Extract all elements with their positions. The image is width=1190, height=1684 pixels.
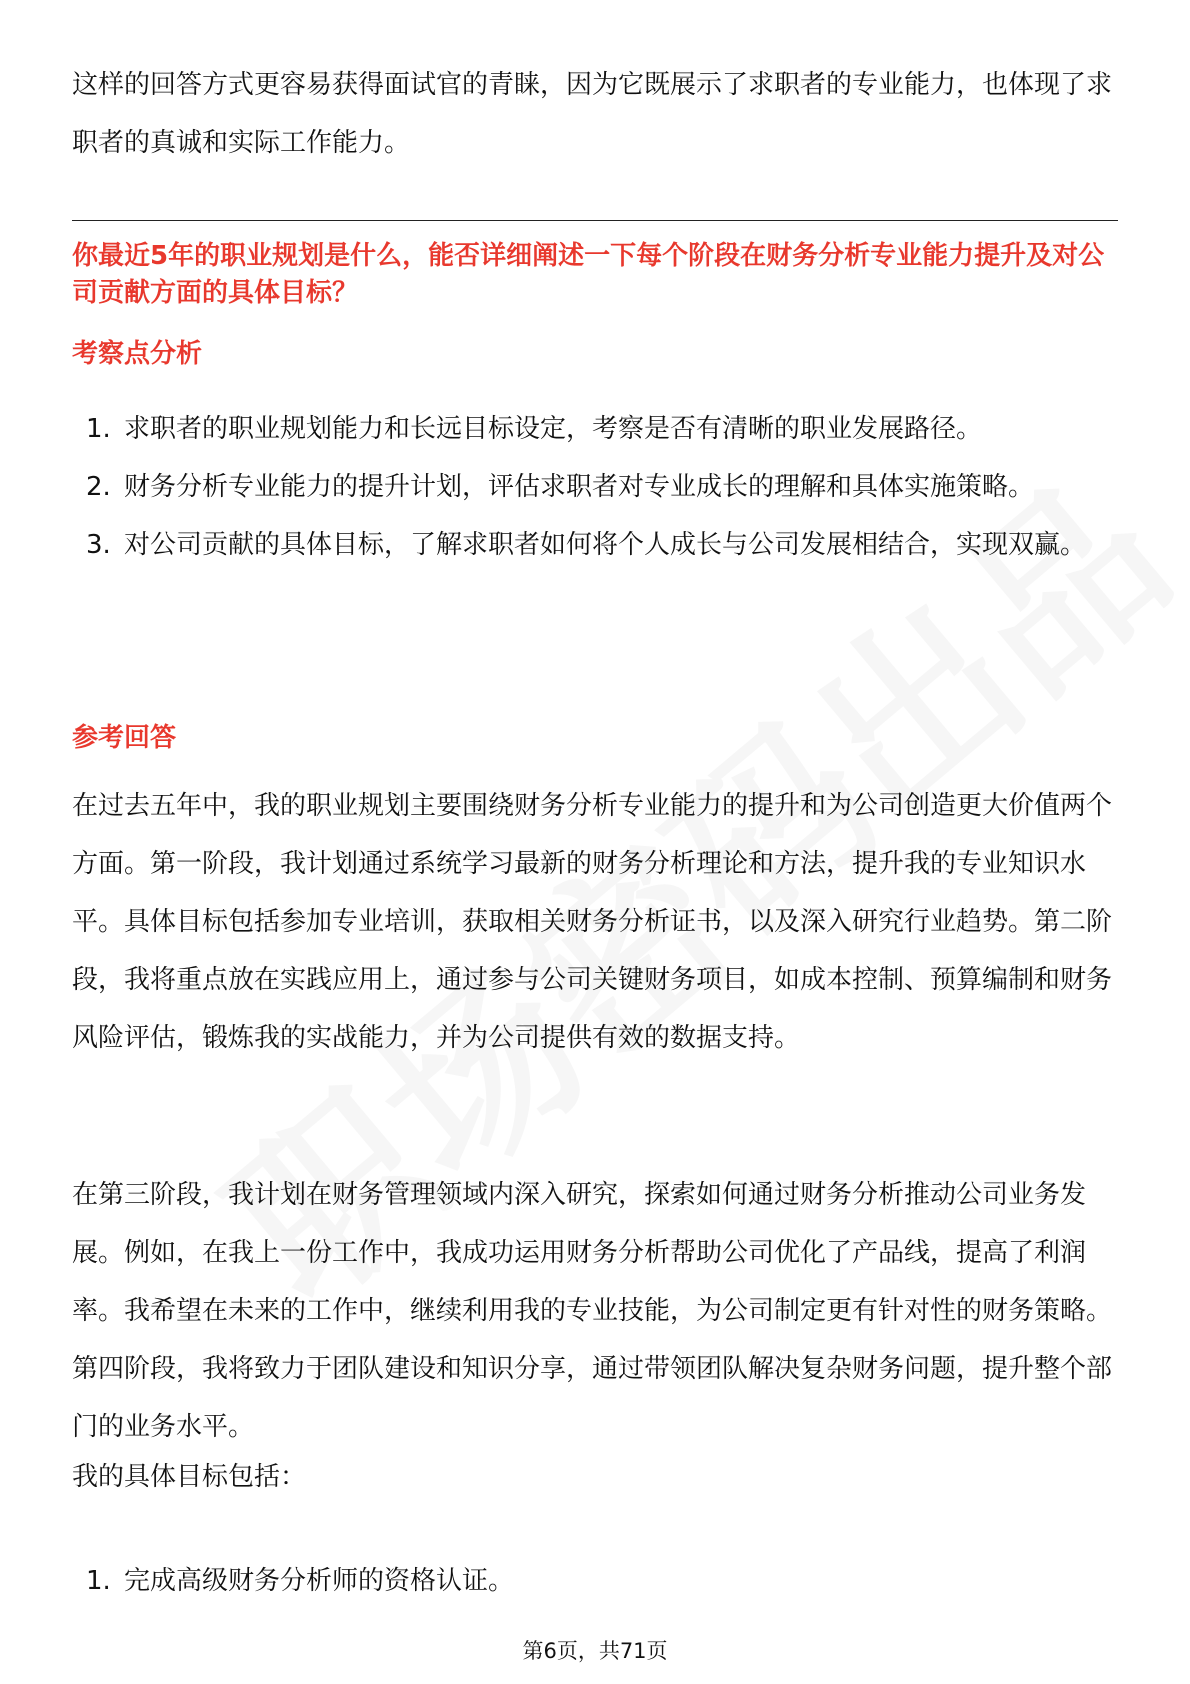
question-title: 你最近5年的职业规划是什么，能否详细阐述一下每个阶段在财务分析专业能力提升及对公司贡献方面的具体目标？: [72, 241, 1105, 308]
list-item: [72, 1552, 1118, 1610]
list-item: [72, 400, 1118, 458]
list-item-text: 求职者的职业规划能力和长远目标设定，考察是否有清晰的职业发展路径。: [124, 414, 983, 444]
goals-intro: 我的具体目标包括：: [72, 1462, 307, 1492]
list-item-number: 3.: [86, 530, 111, 560]
list-item: [72, 516, 1118, 574]
list-item-text: 财务分析专业能力的提升计划，评估求职者对专业成长的理解和具体实施策略。: [124, 472, 1035, 502]
list-item-text: 完成高级财务分析师的资格认证。: [124, 1566, 515, 1596]
answer-paragraph: 在过去五年中，我的职业规划主要围绕财务分析专业能力的提升和为公司创造更大价值两个方面。第一阶段，我计划通过系统学习最新的财务分析理论和方法，提升我的专业知识水平。具体目标包括参加专业培训，获取相关财务分析证书，以及深入研究行业趋势。第二阶段，我将重点放在实践应用上，通过参与公司关键财务项目，如成本控制、预算编制和财务风险评估，锻炼我的实战能力，并为公司提供有效的数据支持。: [72, 791, 1113, 1053]
section-divider: [72, 220, 1118, 221]
answer-paragraph: 在第三阶段，我计划在财务管理领域内深入研究，探索如何通过财务分析推动公司业务发展。例如，在我上一份工作中，我成功运用财务分析帮助公司优化了产品线，提高了利润率。我希望在未来的工作中，继续利用我的专业技能，为公司制定更有针对性的财务策略。第四阶段，我将致力于团队建设和知识分享，通过带领团队解决复杂财务问题，提升整个部门的业务水平。: [72, 1180, 1113, 1442]
analysis-list: [72, 400, 1118, 574]
intro-paragraph: 这样的回答方式更容易获得面试官的青睐，因为它既展示了求职者的专业能力，也体现了求职者的真诚和实际工作能力。: [72, 70, 1113, 158]
list-item-text: 对公司贡献的具体目标，了解求职者如何将个人成长与公司发展相结合，实现双赢。: [124, 530, 1087, 560]
list-item-number: 1.: [86, 1566, 111, 1596]
list-item: [72, 458, 1118, 516]
answer-heading: 参考回答: [72, 723, 177, 753]
list-item-number: 2.: [86, 472, 111, 502]
page-footer: 第6页，共71页: [522, 1639, 668, 1663]
goals-list: [72, 1552, 1118, 1610]
list-item-number: 1.: [86, 414, 111, 444]
analysis-heading: 考察点分析: [72, 339, 203, 369]
